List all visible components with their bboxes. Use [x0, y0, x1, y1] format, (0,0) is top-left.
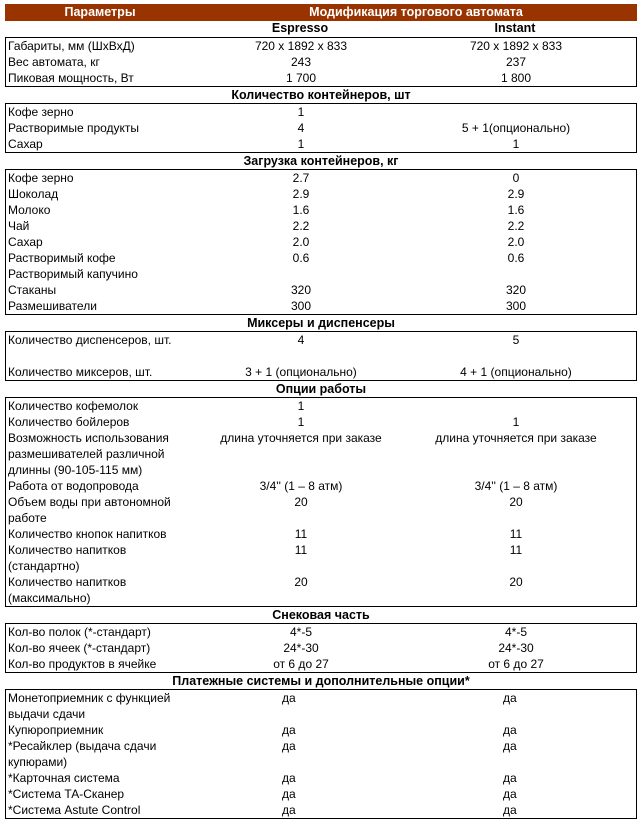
- section-table: [5, 331, 637, 381]
- row-label: Количество напитков (стандартно): [8, 543, 127, 573]
- table-row: [6, 802, 636, 818]
- instant-value: 4 + 1 (опционально): [460, 365, 572, 379]
- table-row: [6, 120, 636, 136]
- instant-value: 1: [512, 415, 520, 429]
- table-row: [6, 738, 636, 770]
- instant-value: 320: [505, 283, 527, 297]
- instant-value: да: [503, 771, 517, 785]
- instant-value: да: [503, 691, 517, 705]
- table-row: [6, 574, 636, 606]
- espresso-value: 4: [297, 121, 305, 135]
- table-row: [6, 786, 636, 802]
- espresso-value: 1: [297, 399, 305, 413]
- table-row: [6, 266, 636, 282]
- section-title: Количество контейнеров, шт: [231, 88, 411, 102]
- instant-value: 20: [509, 495, 523, 509]
- espresso-value: 300: [290, 299, 312, 313]
- espresso-value: 24*-30: [283, 641, 319, 655]
- table-row: [6, 282, 636, 298]
- instant-value: да: [503, 803, 517, 817]
- table-row: [6, 526, 636, 542]
- row-label: Пиковая мощность, Вт: [8, 71, 134, 85]
- instant-value: 5 + 1(опционально): [461, 121, 571, 135]
- row-label: Количество кнопок напитков: [8, 527, 167, 541]
- row-label: Габариты, мм (ШхВхД): [8, 39, 135, 53]
- espresso-value: длина уточняется при заказе: [220, 431, 382, 445]
- instant-value: 720 x 1892 x 833: [469, 39, 563, 53]
- row-label: Сахар: [8, 137, 43, 151]
- espresso-value: 20: [294, 575, 308, 589]
- espresso-value: 20: [294, 495, 308, 509]
- table-row: [6, 640, 636, 656]
- row-label: Молоко: [8, 203, 51, 217]
- instant-value: 11: [509, 527, 523, 541]
- row-label: *Система ТА-Сканер: [8, 787, 125, 801]
- row-label: Количество бойлеров: [8, 415, 130, 429]
- row-label: *Система Astute Control: [8, 803, 141, 817]
- section-title: Опции работы: [275, 382, 367, 396]
- section-table: [5, 397, 637, 607]
- row-label: Работа от водопровода: [8, 479, 139, 493]
- table-row: [6, 186, 636, 202]
- espresso-value: 1 700: [285, 71, 317, 85]
- espresso-value: 11: [294, 543, 308, 557]
- espresso-value: 11: [294, 527, 308, 541]
- section-title: Платежные системы и дополнительные опции*: [172, 674, 470, 688]
- instant-value: 20: [509, 575, 523, 589]
- table-row: [6, 234, 636, 250]
- table-row: [6, 104, 636, 120]
- instant-value: 5: [512, 333, 520, 347]
- instant-value: 24*-30: [498, 641, 534, 655]
- instant-value: да: [503, 787, 517, 801]
- row-label: Возможность использования размешивателей различной длинны (90-105-115 мм): [8, 431, 169, 477]
- model-instant: Instant: [494, 21, 536, 35]
- row-label: Количество кофемолок: [8, 399, 139, 413]
- table-row: [6, 170, 636, 186]
- espresso-value: 1: [297, 105, 305, 119]
- espresso-value: 2.9: [292, 187, 310, 201]
- row-label: Монетоприемник с функцией выдачи сдачи: [8, 691, 171, 721]
- espresso-value: 320: [290, 283, 312, 297]
- espresso-value: 1.6: [292, 203, 310, 217]
- general-specs: [5, 37, 637, 87]
- table-row: [6, 430, 636, 478]
- instant-value: 300: [505, 299, 527, 313]
- header-params: Параметры: [64, 5, 136, 19]
- espresso-value: от 6 до 27: [273, 657, 329, 671]
- instant-value: 237: [505, 55, 527, 69]
- instant-value: да: [503, 739, 517, 753]
- row-label: *Ресайклер (выдача сдачи купюрами): [8, 739, 157, 769]
- table-row: [6, 690, 636, 722]
- row-label: Размешиватели: [8, 299, 97, 313]
- row-label: Растворимый кофе: [8, 251, 116, 265]
- row-label: Сахар: [8, 235, 43, 249]
- section-table: [5, 103, 637, 153]
- section-title: Снековая часть: [272, 608, 370, 622]
- espresso-value: 2.2: [292, 219, 310, 233]
- row-label: Количество напитков (максимально): [8, 575, 127, 605]
- table-row: [6, 250, 636, 266]
- section-title: Миксеры и диспенсеры: [247, 316, 395, 330]
- espresso-value: 720 x 1892 x 833: [254, 39, 348, 53]
- instant-value: 1.6: [507, 203, 525, 217]
- espresso-value: 1: [297, 137, 305, 151]
- espresso-value: да: [282, 771, 296, 785]
- row-label: Кол-во продуктов в ячейке: [8, 657, 157, 671]
- espresso-value: 1: [297, 415, 305, 429]
- table-row: [6, 202, 636, 218]
- section-table: [5, 623, 637, 673]
- table-row: [6, 70, 636, 86]
- table-row: [6, 624, 636, 640]
- row-label: *Карточная система: [8, 771, 120, 785]
- row-label: Кофе зерно: [8, 105, 74, 119]
- table-row: [6, 38, 636, 54]
- row-label: Вес автомата, кг: [8, 55, 100, 69]
- table-row: [6, 414, 636, 430]
- instant-value: длина уточняется при заказе: [435, 431, 597, 445]
- espresso-value: да: [282, 803, 296, 817]
- espresso-value: 3/4'' (1 – 8 атм): [259, 479, 343, 493]
- instant-value: 11: [509, 543, 523, 557]
- row-label: Растворимый капучино: [8, 267, 138, 281]
- row-label: Шоколад: [8, 187, 59, 201]
- espresso-value: да: [282, 691, 296, 705]
- instant-value: 0.6: [507, 251, 525, 265]
- espresso-value: да: [282, 739, 296, 753]
- espresso-value: 4*-5: [289, 625, 312, 639]
- instant-value: 2.0: [507, 235, 525, 249]
- instant-value: 1 800: [500, 71, 532, 85]
- table-row: [6, 218, 636, 234]
- table-row: [6, 398, 636, 414]
- row-label: Кофе зерно: [8, 171, 74, 185]
- table-row: [6, 332, 636, 364]
- section-table: [5, 169, 637, 315]
- section-table: [5, 689, 637, 819]
- table-row: [6, 494, 636, 526]
- instant-value: 3/4'' (1 – 8 атм): [474, 479, 558, 493]
- row-label: Купюроприемник: [8, 723, 104, 737]
- table-row: [6, 656, 636, 672]
- row-label: Чай: [8, 219, 30, 233]
- section-title: Загрузка контейнеров, кг: [243, 154, 399, 168]
- espresso-value: 4: [297, 333, 305, 347]
- espresso-value: 243: [290, 55, 312, 69]
- espresso-value: да: [282, 787, 296, 801]
- instant-value: 1: [512, 137, 520, 151]
- header-modification: Модификация торгового автомата: [309, 5, 523, 19]
- row-label: Стаканы: [8, 283, 57, 297]
- table-row: [6, 542, 636, 574]
- table-row: [6, 136, 636, 152]
- row-label: Кол-во полок (*-стандарт): [8, 625, 151, 639]
- espresso-value: да: [282, 723, 296, 737]
- instant-value: 2.2: [507, 219, 525, 233]
- table-row: [6, 54, 636, 70]
- instant-value: да: [503, 723, 517, 737]
- table-row: [6, 722, 636, 738]
- table-row: [6, 298, 636, 314]
- row-label: Количество диспенсеров, шт.: [8, 333, 172, 347]
- model-espresso: Espresso: [271, 21, 329, 35]
- espresso-value: 3 + 1 (опционально): [245, 365, 357, 379]
- row-label: Количество миксеров, шт.: [8, 365, 153, 379]
- row-label: Растворимые продукты: [8, 121, 140, 135]
- instant-value: 4*-5: [504, 625, 527, 639]
- espresso-value: 2.7: [292, 171, 310, 185]
- table-header: [5, 4, 637, 21]
- espresso-value: 0.6: [292, 251, 310, 265]
- instant-value: от 6 до 27: [488, 657, 544, 671]
- instant-value: 0: [512, 171, 520, 185]
- table-row: [6, 478, 636, 494]
- table-row: [6, 364, 636, 380]
- table-row: [6, 770, 636, 786]
- espresso-value: 2.0: [292, 235, 310, 249]
- row-label: Объем воды при автономной работе: [8, 495, 171, 525]
- instant-value: 2.9: [507, 187, 525, 201]
- row-label: Кол-во ячеек (*-стандарт): [8, 641, 151, 655]
